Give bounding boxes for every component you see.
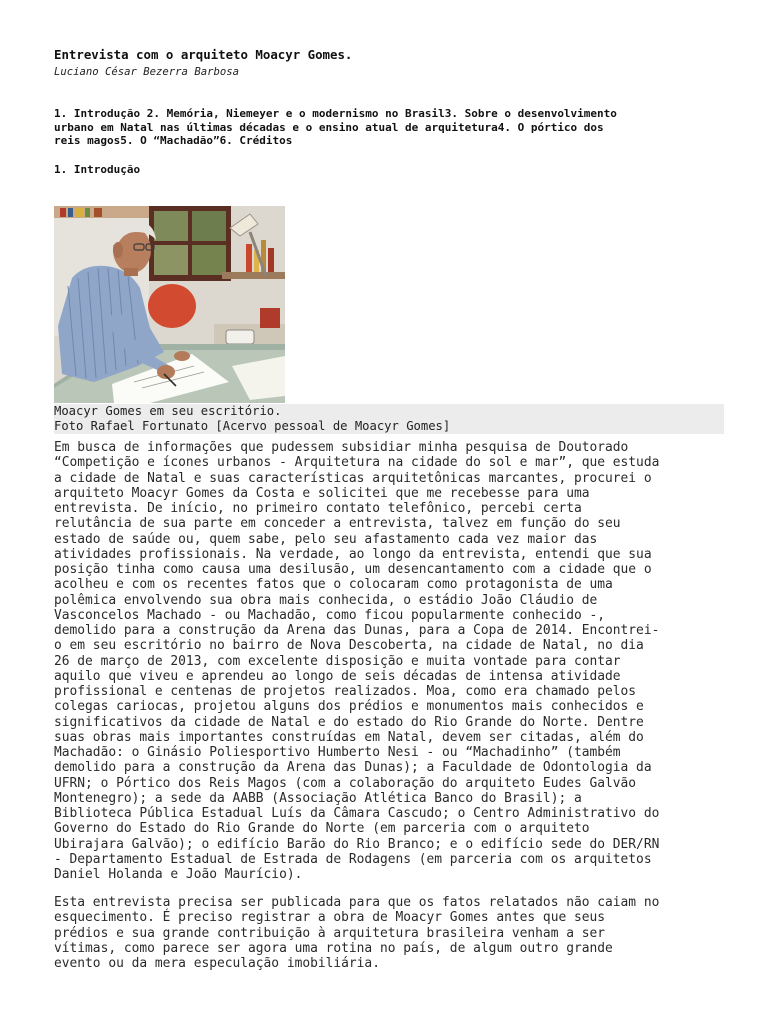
body-paragraph-1: Em busca de informações que pudessem subsidiar minha pesquisa de Doutorado “Competição e ícones urbanos - Arquitetura na cidade do sol e mar”, que estuda a cidade de Natal e suas características arquitetônicas marcantes, procurei o arquiteto Moacyr Gomes da Costa e solicitei que me recebesse para uma entrevista. De início, no primeiro contato telefônico, percebi certa relutância de sua parte em conceder a entrevista, talvez em função do seu estado de saúde ou, quem sabe, pelo seu afastamento cada vez maior das atividades profissionais. Na verdade, ao longo da entrevista, entendi que sua posição tinha como causa uma desilusão, um desencantamento com a cidade que o acolheu e com os recentes fatos que o colocaram como protagonista de uma polêmica envolvendo sua obra mais conhecida, o estádio João Cláudio de Vasconcelos Machado - ou Machadão, como ficou popularmente conhecido -, demolido para a construção da Arena das Dunas, para a Copa de 2014. Encontrei- o em seu escritório no bairro de Nova Descoberta, na cidade de Natal, no dia 26 de março de 2013, com excelente disposição e muita vontade para contar aquilo que viveu e aprendeu ao longo de seis décadas de intensa atividade profissional e centenas de projetos realizados. Moa, como era chamado pelos colegas cariocas, projetou alguns dos prédios e monumentos mais conhecidos e significativos da cidade de Natal e do estado do Rio Grande do Norte. Dentre suas obras mais importantes construídas em Natal, devem ser citadas, além do Machadão: o Ginásio Poliesportivo Humberto Nesi - ou “Machadinho” (também demolido para a construção da Arena das Dunas); a Faculdade de Odontologia da UFRN; o Pórtico dos Reis Magos (com a colaboração do arquiteto Eudes Galvão Montenegro); a sede da AABB (Associação Atlética Banco do Brasil); a Biblioteca Pública Estadual Luís da Câmara Cascudo; o Centro Administrativo do Governo do Estado do Rio Grande do Norte (em parceria com o arquiteto Ubirajara Galvão); o edifício Barão do Rio Branco; e o edifício sede do DER/RN - Departamento Estadual de Estrada de Rodagens (em parceria com os arquitetos Daniel Holanda e João Maurício). <box>54 440 660 882</box>
table-of-contents: 1. Introdução 2. Memória, Niemeyer e o modernismo no Brasil3. Sobre o desenvolvimento urbano em Natal nas últimas décadas e o ensino atual de arquitetura4. O pórtico dos reis magos5. O “Machadão”6. Créditos <box>54 107 617 148</box>
article-title: Entrevista com o arquiteto Moacyr Gomes. <box>54 47 353 62</box>
section-heading: 1. Introdução <box>54 163 141 176</box>
architect-photo <box>54 206 285 403</box>
body-paragraph-2: Esta entrevista precisa ser publicada para que os fatos relatados não caiam no esquecimento. É preciso registrar a obra de Moacyr Gomes antes que seus prédios e sua grande contribuição à arquitetura brasileira venham a ser vítimas, como parece ser agora uma rotina no país, de algum outro grande evento ou da mera especulação imobiliária. <box>54 895 660 971</box>
article-author: Luciano César Bezerra Barbosa <box>54 66 239 78</box>
photo-caption: Moacyr Gomes em seu escritório. Foto Rafael Fortunato [Acervo pessoal de Moacyr Gomes] <box>54 404 724 434</box>
